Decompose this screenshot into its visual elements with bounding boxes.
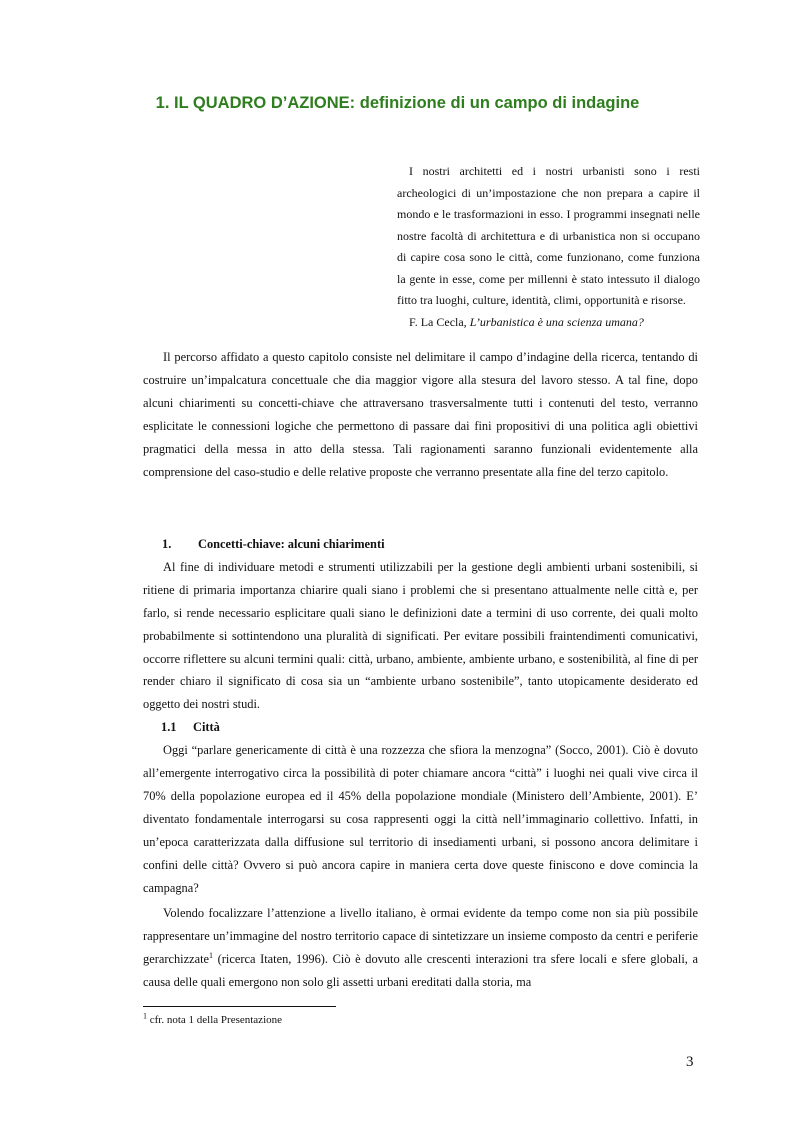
intro-block bbox=[143, 346, 698, 483]
section-1-1-title: Città bbox=[193, 720, 220, 735]
footnote-text: cfr. nota 1 della Presentazione bbox=[147, 1014, 283, 1026]
section-1-number: 1. bbox=[162, 537, 172, 551]
footnote bbox=[143, 1011, 283, 1026]
epigraph-work: L’urbanistica è una scienza umana? bbox=[469, 314, 644, 329]
intro-paragraph: Il percorso affidato a questo capitolo consiste nel delimitare il campo d’indagine della ricerca, tentando di costruire un’impalcatura concettuale che dia maggior vigore alla stesura del lavoro stesso. A tal fine, dopo alcuni chiarimenti su concetti-chiave che attraversano trasversalmente tutti i contenuti del testo, verranno esplicitate le connessioni logiche che permettono di passare dai fini propositivi di una politica agli obiettivi pragmatici della messa in atto della stessa. Tali ragionamenti saranno funzionali evidentemente alla comprensione del caso-studio e delle relative proposte che verranno presentate alla fine del terzo capitolo. bbox=[143, 350, 698, 479]
epigraph bbox=[397, 161, 700, 333]
paragraph-2-text-b: (ricerca Itaten, 1996). Ciò è dovuto alle crescenti interazioni tra sfere locali e sfere globali, a causa delle quali emergono non solo gli assetti urbani ereditati dalla storia, ma bbox=[143, 951, 698, 989]
section-1-1-paragraph-1: Oggi “parlare genericamente di città è una rozzezza che sfiora la menzogna” (Socco, 2001). Ciò è dovuto all’emergente interrogativo circa la possibilità di poter chiamare ancora “città” i luoghi nei quali vive circa il 70% della popolazione europea ed il 45% della popolazione mondiale (Ministero dell’Ambiente, 2001). E’ diventato fondamentale interrogarsi su cosa rappresenti oggi la città nell’immaginario collettivo. Infatti, in un’epoca caratterizzata dalla diffusione sul territorio di insediamenti urbani, si possono ancora delimitare i confini delle città? Ovvero si può ancora capire in maniera certa dove queste finiscono e dove comincia la campagna? bbox=[143, 743, 698, 895]
section-1 bbox=[143, 533, 698, 993]
section-1-1-paragraph-2 bbox=[143, 902, 698, 994]
footnote-divider bbox=[143, 1006, 336, 1007]
epigraph-author: F. La Cecla, bbox=[409, 314, 467, 329]
section-1-paragraph: Al fine di individuare metodi e strumenti utilizzabili per la gestione degli ambienti urbani sostenibili, si ritiene di primaria importanza chiarire quali siano i problemi che si presentano attualmente nelle città e, per farlo, si rende necessario esplicitare quali siano le definizioni date a termini di uso corrente, dei quali molto probabilmente si sottintendono una pluralità di significati. Per evitare possibili fraintendimenti comunicativi, occorre riflettere su alcuni termini quali: città, urbano, ambiente, ambiente urbano, e sostenibilità, al fine di per render chiaro il significato di cosa sia un “ambiente urbano sostenibile”, tanto utopicamente desiderato ed oggetto dei nostri studi. bbox=[143, 559, 698, 712]
epigraph-attribution bbox=[397, 312, 700, 334]
section-1-1-number: 1.1 bbox=[161, 720, 177, 735]
section-1-1-heading bbox=[143, 716, 698, 739]
chapter-title: 1. IL QUADRO D’AZIONE: definizione di un campo di indagine bbox=[155, 94, 640, 112]
page-number: 3 bbox=[686, 1054, 694, 1070]
epigraph-quote: I nostri architetti ed i nostri urbanisti sono i resti archeologici di un’impostazione che non prepara a capire il mondo e le trasformazioni in esso. I programmi insegnati nelle nostre facoltà di architettura e di urbanistica non si occupano di capire cosa sono le città, come funzionano, come funziona la gente in esse, come per millenni è stato intessuto il dialogo fitto tra luoghi, culture, identità, climi, opportunità e risorse. bbox=[397, 164, 700, 307]
footnote-reference[interactable]: 1 bbox=[209, 950, 214, 960]
paragraph-2-text-a: Volendo focalizzare l’attenzione a livello italiano, è ormai evidente da tempo come non sia più possibile rappresentare un’immagine del nostro territorio capace di sintetizzare un insieme composto da centri e periferie gerarchizzate bbox=[143, 905, 698, 966]
section-1-title: Concetti-chiave: alcuni chiarimenti bbox=[198, 537, 385, 551]
section-1-heading bbox=[143, 533, 698, 556]
footnote-mark: 1 bbox=[143, 1011, 147, 1021]
